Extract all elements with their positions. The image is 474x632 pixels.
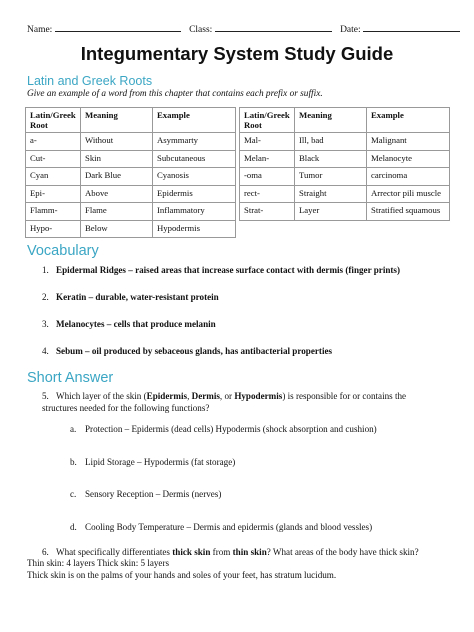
column-header: Meaning	[81, 108, 153, 133]
column-header: Example	[153, 108, 236, 133]
question-bold: Hypodermis	[234, 391, 283, 401]
meaning-cell: Dark Blue	[81, 168, 153, 186]
meaning-cell: Black	[295, 150, 367, 168]
question-text: Which layer of the skin (	[56, 391, 147, 401]
table-row	[26, 203, 236, 221]
answer-line: Thin skin: 4 layers Thick skin: 5 layers	[27, 558, 170, 568]
vocab-number: 1.	[42, 265, 49, 275]
sub-answer	[70, 457, 235, 467]
vocab-item	[42, 292, 219, 302]
table-row	[240, 168, 450, 186]
example-cell: Cyanosis	[153, 168, 236, 186]
meaning-cell: Flame	[81, 203, 153, 221]
sub-text: Cooling Body Temperature – Dermis and epidermis (glands and blood vessles)	[85, 522, 373, 532]
page-title: Integumentary System Study Guide	[80, 43, 394, 64]
table-row	[26, 168, 236, 186]
meaning-cell: Tumor	[295, 168, 367, 186]
roots-instructions: Give an example of a word from this chapter that contains each prefix or suffix.	[27, 89, 323, 99]
column-header: Example	[367, 108, 450, 133]
vocab-text: Epidermal Ridges – raised areas that increase surface contact with dermis (finger prints)	[56, 265, 401, 275]
root-cell: a-	[26, 133, 81, 151]
roots-table-right	[239, 107, 450, 221]
table-row	[240, 150, 450, 168]
table-row	[26, 133, 236, 151]
sub-answer	[70, 489, 221, 499]
question-number: 5.	[42, 391, 49, 401]
root-cell: Strat-	[240, 203, 295, 221]
sub-text: Sensory Reception – Dermis (nerves)	[85, 489, 222, 499]
question-6	[42, 546, 462, 558]
sub-text: Protection – Epidermis (dead cells) Hypodermis (shock absorption and cushion)	[85, 424, 377, 434]
question-bold: Dermis	[191, 391, 220, 401]
sub-letter: c.	[70, 489, 77, 499]
roots-heading: Latin and Greek Roots	[27, 74, 153, 88]
question-text: from	[210, 547, 233, 557]
example-cell: Malignant	[367, 133, 450, 151]
vocab-number: 2.	[42, 292, 49, 302]
question-text: What specifically differentiates	[56, 547, 173, 557]
table-row	[26, 150, 236, 168]
meaning-cell: Ill, bad	[295, 133, 367, 151]
table-row	[26, 220, 236, 238]
root-cell: Cut-	[26, 150, 81, 168]
meaning-cell: Skin	[81, 150, 153, 168]
date-label: Date:	[340, 25, 361, 35]
vocab-number: 4.	[42, 346, 49, 356]
meaning-cell: Below	[81, 220, 153, 238]
sub-answer	[70, 522, 372, 532]
table-row	[240, 203, 450, 221]
column-header: Meaning	[295, 108, 367, 133]
table-header-row	[26, 108, 236, 133]
vocab-text: Sebum – oil produced by sebaceous glands, has antibacterial properties	[56, 346, 333, 356]
example-cell: Epidermis	[153, 185, 236, 203]
name-label: Name:	[27, 25, 53, 35]
sub-letter: b.	[70, 457, 77, 467]
name-field-line	[55, 22, 181, 32]
example-cell: Stratified squamous	[367, 203, 450, 221]
vocab-item	[42, 346, 332, 356]
meaning-cell: Straight	[295, 185, 367, 203]
root-cell: Melan-	[240, 150, 295, 168]
table-row	[26, 185, 236, 203]
column-header: Latin/Greek Root	[240, 108, 295, 133]
root-cell: Epi-	[26, 185, 81, 203]
example-cell: Inflammatory	[153, 203, 236, 221]
column-header: Latin/Greek Root	[26, 108, 81, 133]
question-bold: thin skin	[232, 547, 267, 557]
meaning-cell: Above	[81, 185, 153, 203]
sub-text: Lipid Storage – Hypodermis (fat storage)	[85, 457, 236, 467]
question-bold: Epidermis	[146, 391, 188, 401]
short-answer-heading: Short Answer	[27, 370, 114, 386]
vocab-text: Melanocytes – cells that produce melanin	[56, 319, 216, 329]
vocab-number: 3.	[42, 319, 49, 329]
example-cell: Subcutaneous	[153, 150, 236, 168]
sub-letter: d.	[70, 522, 77, 532]
example-cell: Arrector pili muscle	[367, 185, 450, 203]
vocabulary-heading: Vocabulary	[27, 243, 99, 259]
roots-table-left	[25, 107, 236, 238]
date-field-line	[363, 22, 460, 32]
class-field-line	[215, 22, 332, 32]
question-5	[42, 390, 442, 414]
vocab-item	[42, 319, 216, 329]
question-text: ,	[187, 391, 192, 401]
root-cell: Hypo-	[26, 220, 81, 238]
question-bold: thick skin	[172, 547, 211, 557]
answer-line: Thick skin is on the palms of your hands and soles of your feet, has stratum lucidum.	[27, 570, 337, 580]
sub-letter: a.	[70, 424, 77, 434]
meaning-cell: Without	[81, 133, 153, 151]
header-fields	[27, 22, 460, 35]
sub-answer	[70, 424, 377, 434]
class-label: Class:	[189, 25, 213, 35]
example-cell: carcinoma	[367, 168, 450, 186]
example-cell: Asymmarty	[153, 133, 236, 151]
vocab-item	[42, 265, 400, 275]
root-cell: rect-	[240, 185, 295, 203]
example-cell: Hypodermis	[153, 220, 236, 238]
root-cell: Mal-	[240, 133, 295, 151]
root-cell: -oma	[240, 168, 295, 186]
root-cell: Cyan	[26, 168, 81, 186]
meaning-cell: Layer	[295, 203, 367, 221]
question-text: ) is responsible for or contains the structures needed for the following functions?	[42, 391, 407, 414]
table-row	[240, 133, 450, 151]
vocab-text: Keratin – durable, water-resistant protein	[56, 292, 219, 302]
table-header-row	[240, 108, 450, 133]
example-cell: Melanocyte	[367, 150, 450, 168]
question-number: 6.	[42, 547, 49, 557]
table-row	[240, 185, 450, 203]
question-text: , or	[219, 391, 235, 401]
root-cell: Flamm-	[26, 203, 81, 221]
question-text: ? What areas of the body have thick skin?	[266, 547, 419, 557]
